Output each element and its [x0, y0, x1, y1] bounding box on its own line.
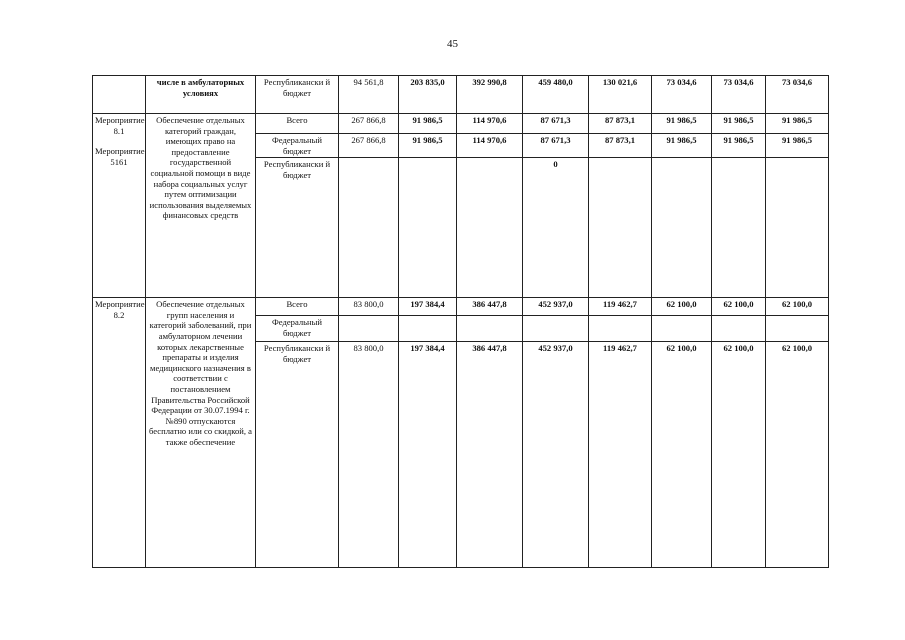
- value-cell: 0: [523, 158, 589, 298]
- value-cell: [712, 158, 766, 298]
- value-cell: 87 671,3: [523, 134, 589, 158]
- value-cell: 114 970,6: [457, 134, 523, 158]
- value-cell: 203 835,0: [399, 76, 457, 114]
- description-cell: Обеспечение отдельных категорий граждан, имеющих право на предоставление государственной социальной помощи в виде набора социальных услуг путем оптимизации использования выделяемых финансовых средств: [146, 114, 256, 298]
- value-cell: 91 986,5: [399, 114, 457, 134]
- value-cell: 197 384,4: [399, 342, 457, 568]
- value-cell: 197 384,4: [399, 298, 457, 316]
- value-cell: 87 671,3: [523, 114, 589, 134]
- value-cell: [457, 316, 523, 342]
- value-cell: 91 986,5: [399, 134, 457, 158]
- measure-cell: [93, 114, 146, 298]
- value-cell: [652, 316, 712, 342]
- value-cell: [712, 316, 766, 342]
- value-cell: [589, 158, 652, 298]
- value-cell: 62 100,0: [712, 342, 766, 568]
- value-cell: 73 034,6: [712, 76, 766, 114]
- value-cell: 91 986,5: [652, 134, 712, 158]
- measure-label: Мероприятие 5161: [95, 146, 145, 167]
- value-cell: 73 034,6: [766, 76, 829, 114]
- value-cell: 83 800,0: [339, 342, 399, 568]
- table-row: [93, 114, 829, 134]
- value-cell: 94 561,8: [339, 76, 399, 114]
- description-cell: числе в амбулаторных условиях: [146, 76, 256, 114]
- value-cell: 91 986,5: [712, 114, 766, 134]
- source-cell: Республикански й бюджет: [256, 342, 339, 568]
- value-cell: 91 986,5: [766, 114, 829, 134]
- value-cell: 267 866,8: [339, 134, 399, 158]
- value-cell: 119 462,7: [589, 342, 652, 568]
- value-cell: [399, 316, 457, 342]
- value-cell: 452 937,0: [523, 298, 589, 316]
- value-cell: 91 986,5: [712, 134, 766, 158]
- measure-cell: Мероприятие 8.2: [93, 298, 146, 568]
- source-cell: Республикански й бюджет: [256, 158, 339, 298]
- value-cell: 386 447,8: [457, 342, 523, 568]
- value-cell: 62 100,0: [766, 342, 829, 568]
- value-cell: 62 100,0: [766, 298, 829, 316]
- value-cell: 62 100,0: [652, 342, 712, 568]
- value-cell: 91 986,5: [766, 134, 829, 158]
- source-cell: Республикански й бюджет: [256, 76, 339, 114]
- value-cell: [766, 316, 829, 342]
- page-number: 45: [447, 38, 458, 50]
- measure-label: Мероприятие 8.1: [95, 115, 145, 136]
- value-cell: 87 873,1: [589, 134, 652, 158]
- value-cell: [339, 316, 399, 342]
- budget-table: [92, 75, 829, 568]
- value-cell: 62 100,0: [652, 298, 712, 316]
- source-cell: Федеральный бюджет: [256, 134, 339, 158]
- source-cell: Федеральный бюджет: [256, 316, 339, 342]
- value-cell: [589, 316, 652, 342]
- value-cell: 91 986,5: [652, 114, 712, 134]
- description-cell: Обеспечение отдельных групп населения и категорий заболеваний, при амбулаторном лечении которых лекарственные препараты и изделия медицинского назначения в соответствии с постановлением Правительства Российской Федерации от 30.07.1994 г. №890 отпускаются бесплатно или со скидкой, а также обеспечение: [146, 298, 256, 568]
- value-cell: 386 447,8: [457, 298, 523, 316]
- measure-cell: [93, 76, 146, 114]
- value-cell: [457, 158, 523, 298]
- value-cell: 62 100,0: [712, 298, 766, 316]
- value-cell: 87 873,1: [589, 114, 652, 134]
- source-cell: Всего: [256, 114, 339, 134]
- source-cell: Всего: [256, 298, 339, 316]
- value-cell: 73 034,6: [652, 76, 712, 114]
- value-cell: [652, 158, 712, 298]
- value-cell: [399, 158, 457, 298]
- table-row: [93, 298, 829, 316]
- value-cell: 459 480,0: [523, 76, 589, 114]
- value-cell: 452 937,0: [523, 342, 589, 568]
- value-cell: 114 970,6: [457, 114, 523, 134]
- value-cell: 83 800,0: [339, 298, 399, 316]
- value-cell: 130 021,6: [589, 76, 652, 114]
- value-cell: [523, 316, 589, 342]
- value-cell: 392 990,8: [457, 76, 523, 114]
- table-row: [93, 76, 829, 114]
- value-cell: 267 866,8: [339, 114, 399, 134]
- value-cell: [339, 158, 399, 298]
- value-cell: 119 462,7: [589, 298, 652, 316]
- value-cell: [766, 158, 829, 298]
